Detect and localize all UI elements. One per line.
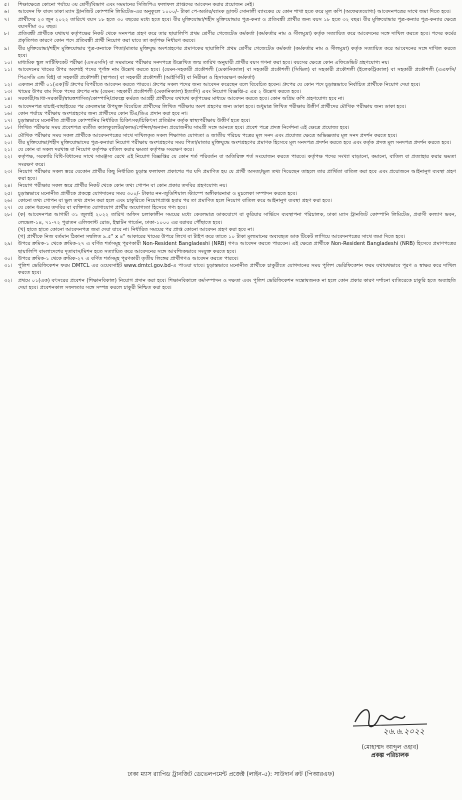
term-text: প্রথমে ০১(এক) বৎসরের প্রবেশন (শিক্ষানবিকাল) নিয়োগ প্রদান করা হবে। শিক্ষানবিকালে কর্মসম্পাদন ও দক্ষতা এবং পুলিশ ভেরিফিকেশন সন্তোষজনক না হলে কোন প্রকার কারণ দর্শানো ব্যতিরেকে চাকুরি হতে অব্যাহতি দেয়া হবে। প্রবেশনকাল সফলতার সঙ্গে সম্পন্ন করলে চাকুরী নিশ্চিত করা হবে। [18,277,456,291]
term-number: ২০। [4,139,13,146]
signature-date: ২৬.৬.২০২২ [383,727,425,736]
term-text: নিয়োগ পরীক্ষার সকল স্তরে যেকোন প্রার্থীর কিছু নির্ধারিত চূড়ান্ত ফলাফল প্রকাশের পর যদি প্রমাণিত হয় যে প্রার্থী অসত্য/ভুল তথ্য দিয়েছেন তাহলে তার প্রার্থিতা বাতিল করা হবে এবং প্রয়োজনে আইনানুগ ব্যবস্থা গ্রহণ করা হবে। [18,168,456,182]
term-number: ৯। [4,45,10,52]
term-item [4,140,456,147]
term-number: ২২। [4,154,13,161]
terms-list [4,2,456,292]
term-number: ২৯। [4,241,13,248]
term-number: ৫। [4,2,10,8]
term-item [4,96,456,103]
term-text: চূড়ান্তভাবে মনোনীত প্রার্থীকে কোম্পানির নির্ধারিত চিকিৎসক/চিকিৎসা প্রতিষ্ঠান কর্তৃক স্বাস্থ্যপরীক্ষায় উত্তীর্ণ হতে হবে। [18,118,251,124]
handwritten-signature [335,700,445,740]
term-item [4,31,456,46]
term-number: ৩২। [4,277,13,284]
term-text: লিখিত পরীক্ষার সময় প্রবেশপত্র ব্যতীত ক্যালকুলেটর/কলম/পেন্সিল/অন্যান্য প্রয়োজনীয় সামগ্রী সঙ্গে আনতে হবে। প্রবেশ পত্রে প্রদত্ত নির্দেশনা এই ক্ষেত্রে প্রযোজ্য হবে। [18,125,350,132]
term-item [4,263,456,278]
term-text: মৌখিক পরীক্ষার সময় সকল প্রার্থীকে আবেদনপত্রের সাথে দাখিলকৃত সকল শিক্ষাগত যোগ্যতা ও জাতীয় পরিচয় পত্রের মূল সনদ এবং প্রযোজ্য ক্ষেত্রে অভিজ্ঞতার মূল সনদ প্রদর্শন করতে হবে। [18,132,398,139]
term-number: ২৪। [4,183,13,190]
term-text: খামের উপর বাম দিকে পদের গ্রুপের নাম (যেমন: সহকারী প্রকৌশলী (মেকানিক্যাল) ইত্যাদি) এবং নিয়োগ বিজ্ঞপ্তি-৫ এর ২ উল্লেখ করতে হবে। [18,89,301,95]
term-item [4,227,456,234]
term-text: কর্তৃপক্ষ, সরকারি বিধি-বিধানের সাথে সামঞ্জস্য রেখে এই নিয়োগ বিজ্ঞপ্তির যে কোন শর্ত পরিবর্তন বা অতিরিক্ত শর্ত সংযোজন করতে পারবে। কর্তৃপক্ষ পদের সংখ্যা বাড়ানো, কমানো, বাতিল বা প্রত্যাহার করার ক্ষমতা সংরক্ষণ করে। [18,154,456,168]
term-text: উপরে ক্রমিক-১ থেকে ক্রমিক-২৭ এ বর্ণিত শর্তসমূহ পূরণকারী Non-Resident Bangladeshi (NRB) গণও আবেদন করতে পারবেন। এই ক্ষেত্রে প্রার্থীকে Non-Resident Bangladeshi (NRB) হিসেবে প্রমাণপত্রের ছায়ালিপি বাংলাদেশের দূতাবাস/মিশন হতে সত্যায়িত করে আবেদনের সঙ্গে আবশ্যিকভাবে সংযুক্ত করতে হবে। [18,241,456,255]
term-number: ২৭। [4,205,13,211]
term-number: ২৬। [4,197,13,204]
term-text: আবেদনপত্র যাচাই-বাছাইয়ের পর কেবলমাত্র উপযুক্ত বিবেচিত প্রার্থীদের লিখিত পরীক্ষায় অংশ গ্রহণের জন্য ডাকা হবে। শুধুমাত্র লিখিত পরীক্ষায় উত্তীর্ণ প্রার্থীদের মৌখিক পরীক্ষায় জন্য ডাকা হবে। [18,103,407,110]
term-number: ১৪। [4,96,13,103]
signer-name: (মোহাম্মদ আব্দুল ওহাব) [361,744,419,751]
term-item [4,169,456,184]
term-number: ১৬। [4,110,13,117]
term-text: আবেদনের খামের উপর অবশ্যই পদের পূর্ণাঙ্গ নাম উল্লেখ করতে হবে। (যেমন-সহকারী প্রকৌশলী (মেকানিক্যাল) বা সহকারী প্রকৌশলী (সিভিল) বা সহকারী প্রকৌশলী (ইলেকট্রিক্যাল) বা সহকারী প্রকৌশলী (এএফসি/পিএসডি এন্ড বিই) বা সহকারী প্রকৌশলী (স্থাপত্য) বা সহকারী প্রকৌশলী (আইসিটি) বা নিরীক্ষা ও হিসাবরক্ষণ কর্মকর্তা) [18,67,456,81]
term-item [4,241,456,256]
term-number: ১৩। [4,89,13,95]
term-text: পুলিশ ভেরিফিকেশন ফরম DMTCL এর ওয়েবসাইট www.dmtcl.gov.bd-এ পাওয়া যাবে। চূড়ান্তভাবে মনোনীত প্রার্থীকে চাকুরীতে যোগদানের সময় পুলিশ ভেরিফিকেশন ফরম যথাযথভাবে পূরণ ও স্বাক্ষর করে দাখিল করতে হবে। [18,263,456,277]
term-number: ১৯। [4,132,13,139]
term-number: ৩১। [4,263,13,269]
term-number: ৬। [4,9,10,16]
term-item [4,82,456,89]
term-item [4,17,456,32]
term-number: ২৮। [4,212,13,219]
term-number: ২৩। [4,168,13,175]
term-item [4,67,456,82]
term-number: ১১। [4,67,13,74]
term-text: বীর মুক্তিযোদ্ধা/শহীদ মুক্তিযোদ্ধার পুত্র-কন্যাকে পিতা/মাতার মুক্তিযুদ্ধ অংশগ্রহণের প্রমাণকের ছায়ালিপি প্রথম শ্রেণীর গেজেটেড কর্মকর্তা (কর্মকর্তার নাম ও সীলমুদ্রা) কর্তৃক সত্যায়িত করে আবেদনের সঙ্গে দাখিল করতে হবে। [18,45,456,59]
term-text: যে কোন বা সকল দরখাস্ত বা নিয়োগ কর্তৃপক্ষ বাতিল করার ক্ষমতা কর্তৃপক্ষ সংরক্ষণ করে। [18,147,194,153]
term-text: একজন প্রার্থী ০১(এক)টি গ্রুপের বিপরীতে আবেদন করতে পারবে। গ্রুপের সকল পদের জন্য আবেদন করেছেন বলে বিবেচিত হবেন। গ্রুপের যে কোন পদে চূড়ান্তভাবে নির্বাচিত প্রার্থীকে নিয়োগ দেয়া হবে। [18,81,421,88]
term-item [4,212,456,227]
signature-block [330,700,450,760]
term-text: (খ) হাতে হাতে কোনো আবেদনপত্র জমা দেয়া যাবে না। নির্ধারিত সময়ের পর প্রাপ্ত কোনো আবেদন গ্রহণ করা হবে না। [18,226,254,233]
term-text: (ক) আবেদনপত্র আগামী ৩১ জুলাই ২০২২ তারিখ অফিস চলাকালীন সময়ের মধ্যে কেবলমাত্র ডাকযোগে বা কুরিয়ার সার্ভিসে ব্যবস্থাপনা পরিচালক, ঢাকা ম্যাস ট্রানজিট কোম্পানি লিমিটেড, প্রবাসী কল্যাণ ভবন, লেভেল-১৪, ৭১-৭২ পুরাতন এলিফ্যান্ট রোড, ইস্কাটন গার্ডেন, ঢাকা-১০০০ এর বরাবর পৌঁছাতে হবে। [18,212,456,226]
term-number: ১০। [4,60,13,66]
term-text: বীর মুক্তিযোদ্ধা/শহীদ মুক্তিযোদ্ধাদের পুত্র-কন্যারা নিয়োগ পরীক্ষায় অংশগ্রহণের সময় পিতা/মাতার মুক্তিযুদ্ধে অংশগ্রহণের প্রমাণক হিসেবে মূল সনদপত্র প্রদর্শন করতে হবে এবং কর্তৃক প্রদত্ত মূল সনদপত্র প্রদর্শন করতে হবে। [18,139,451,146]
term-item [4,154,456,169]
term-text: শিক্ষাক্ষেত্রে কোনো পর্যায়ে ৩য় শ্রেণী/বিভাগ এবং সমমানের সিজিপিএ ফলাফল প্রাপ্তদের আবেদন করার প্রয়োজন নেই। [18,2,255,8]
term-item [4,104,456,111]
project-footer: ঢাকা ম্যাস র‍্যাপিড ট্রানজিট ডেভেলপমেন্ট প্রজেক্ট (লাইন-৫): সাউদার্ন রুট (পিআরএফ) [127,771,335,778]
term-text: কোন পর্যায়ে পরীক্ষায় অংশগ্রহণের জন্য প্রার্থীদের কোন টিএ/ডিএ প্রদান করা হবে না। [18,110,188,117]
term-text: (গ) প্রার্থীকে নিজ বর্তমান ঠিকানা সম্বলিত ৯.৫" x ৪" আকারের খামের উপরে লিখে বা টাইপ করে তাতে ১০ টাকা মূল্যমানের অব্যবহৃত ডাক টিকেট লাগিয়ে আবেদনপত্রের সাথে জমা দিতে হবে। [18,234,406,240]
term-number: ৮। [4,31,10,37]
term-text: প্রার্থীদের ২৩ জুন ২০২২ তারিখে বয়স ১৮ হতে ৩০ বছরের মধ্যে হতে হবে। বীর মুক্তিযোদ্ধা/শহীদ মুক্তিযোদ্ধার পুত্র-কন্যা ও প্রতিবন্ধী প্রার্থীর জন্য বয়স ১৮ হতে ৩২ বছর। বীর মুক্তিযোদ্ধার পুত্র-কন্যার পুত্র-কন্যার ক্ষেত্রে বয়সসীমা ৩০ বছর। [18,16,456,30]
term-text: যে কোন ধরনের তদবির বা ব্যক্তিগত যোগাযোগ প্রার্থীর অযোগ্যতা হিসেবে গণ্য হবে। [18,205,187,211]
term-item [4,111,456,118]
term-number: ৩০। [4,255,13,262]
term-item [4,278,456,293]
term-number: ৭। [4,16,10,23]
term-number: ১৮। [4,125,13,132]
term-item [4,256,456,263]
term-text: কোনো তথ্য গোপন বা ভুল তথ্য প্রদান করা হলে এবং চাকুরিতে নিয়োগপ্রাপ্ত হবার পর তা প্রমাণিত হলে নিয়োগ বাতিল করে আইনানুগ ব্যবস্থা গ্রহণ করা হবে। [18,197,332,204]
term-number: ১৫। [4,103,13,110]
signer-designation: প্রকল্প পরিচালক [371,752,409,759]
term-number: ২৫। [4,190,13,197]
term-item [4,133,456,140]
term-text: সরকারী/আধা-সরকারী/স্বায়ত্তশাসিত/কোম্পানি/প্রকল্পে কর্মরত আগ্রহী প্রার্থীদের যথাযথ কর্তৃপক্ষের মাধ্যমে আবেদন করতে হবে। কোন অগ্রিম কপি গ্রহণযোগ্য হবে না। [18,96,345,103]
term-text: আবেদন ফি বাবদ ঢাকা ম্যাস ট্রানজিট কোম্পানি লিমিটেড-এর অনুকূলে ১০০০/- টাকা পে-অর্ডার/ব্যাংক ড্রাফট সোনালী ব্যাংকের যে কোন শাখা হতে করে মূল কপি (অফেরতযোগ্য) আবেদনপত্রের সাথে জমা দিতে হবে। [18,9,451,16]
term-item [4,198,456,205]
term-number: ১২। [4,81,13,88]
term-item [4,183,456,190]
term-item [4,9,456,16]
term-text: নিয়োগ পরীক্ষার সকল স্তরে প্রার্থীর নিকট থেকে কোন তথ্য গোপন বা কোন প্রকার তদবির গ্রহণযোগ্য নয়। [18,183,228,190]
term-item [4,191,456,198]
term-text: মাধ্যমিক স্কুল সার্টিফিকেট পরীক্ষা (এসএসসি) বা সমমানের পরীক্ষার সনদপত্রে উল্লেখিত জন্ম তারিখ অনুযায়ী প্রার্থীর বয়স গণনা করা হবে। বয়সের ক্ষেত্রে কোন এফিডেভিট গ্রহণযোগ্য নয়। [18,60,390,66]
term-text: উপরে ক্রমিক-১ থেকে ক্রমিক-২৭ এ বর্ণিত শর্তসমূহ পূরণকারী তৃতীয় লিঙ্গের প্রার্থীগণও আবেদন করতে পারবে। [18,255,239,262]
term-item [4,125,456,132]
term-number: ১৭। [4,118,13,124]
term-text: চূড়ান্তভাবে মনোনীত প্রার্থীকে প্রকল্পে যোগদানের সময় ৩০০/- টাকার নন-জুডিশিয়াল স্ট্যাম্পে অঙ্গীকারনামা ও মুচলেকা সম্পাদন করতে হবে। [18,190,298,197]
term-text: প্রতিবন্ধী প্রার্থীকে যথাযথ কর্তৃপক্ষের নিকট থেকে সনদপত্র গ্রহণ করে তার ছায়ালিপি প্রথম শ্রেণীর গেজেটেড কর্মকর্তা (কর্মকর্তার নাম ও সীলমুদ্রা) কর্তৃক সত্যায়িত করে আবেদনের সঙ্গে দাখিল করতে হবে। পদের কর্মের প্রকৃতিগত কারণে কোন পদে প্রতিবন্ধী প্রার্থী নিয়োগ করা যাবে তা কর্তৃপক্ষ নির্ধারণ করবে। [18,31,456,45]
term-item [4,46,456,61]
term-number: ২১। [4,147,13,153]
